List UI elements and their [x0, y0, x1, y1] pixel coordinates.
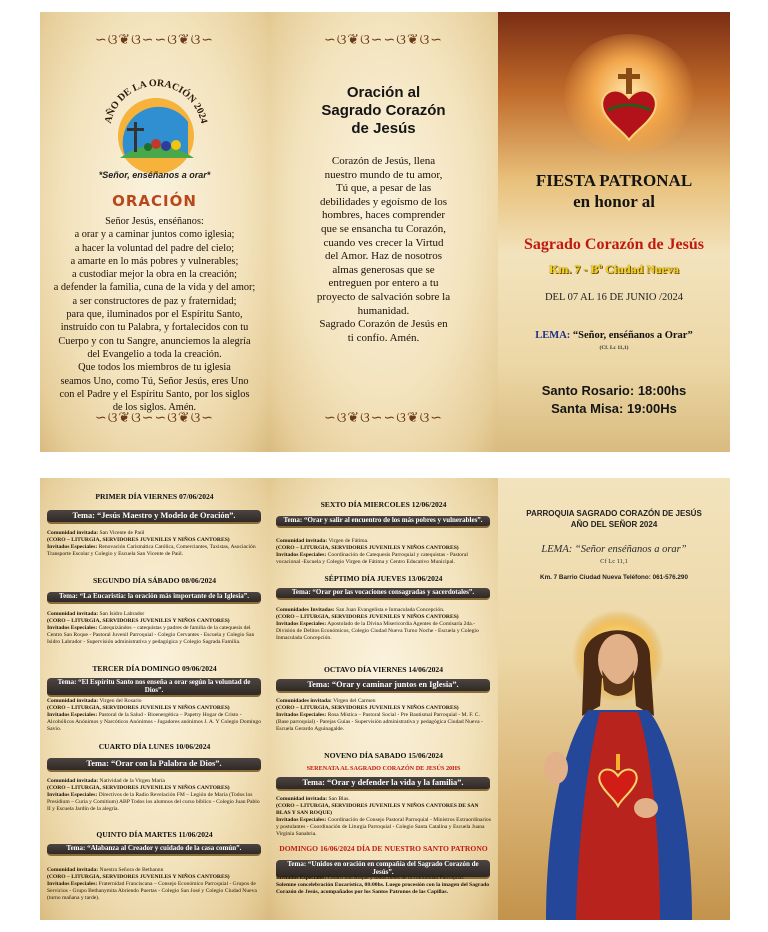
- prayer-panel-left: [40, 12, 269, 452]
- prayer-line: seamos Uno, como Tú, Señor Jesús, eres Uno: [60, 375, 249, 387]
- schedule-day-subtitle: SERENATA AL SAGRADO CORAZÓN DE JESÚS 20HS: [306, 765, 461, 772]
- prayer-line: a orar y a caminar juntos como iglesia;: [74, 229, 235, 241]
- cover-title: [498, 170, 730, 212]
- schedule-detail-label: Invitados Especiales:: [47, 792, 98, 799]
- schedule-detail-line: [47, 881, 263, 902]
- prayer-title: [269, 84, 498, 138]
- parroquia-address: Km. 7 Barrio Ciudad Nueva Teléfono: 061-576.290: [540, 574, 688, 581]
- schedule-detail-line: [276, 545, 492, 552]
- schedule-detail-line: [276, 817, 492, 838]
- schedule-detail-label: Comunidades invitada:: [276, 698, 332, 704]
- prayer-title-line: Sagrado Corazón: [321, 102, 446, 119]
- lema-reference: (Cf. Lc 11,1): [599, 345, 629, 351]
- prayer-line: Que todos los miembros de tu iglesia: [78, 362, 231, 374]
- prayer-line: instruido con tu Palabra, y fortalecidos con tu: [60, 322, 249, 334]
- prayer-text-left: [42, 215, 267, 414]
- schedule-detail-label: Comunidad invitada:: [276, 538, 328, 544]
- schedule-detail-text: Virgen del Carmen: [331, 698, 376, 704]
- schedule-detail-label: Invitados Especiales:: [47, 544, 98, 551]
- schedule-detail-label: Solemne concelebración Eucarística, 08:00hs. Luego procesión con la imagen del Sagrado Corazón de Jesús, acompañados por los Santos Patronos de las Capillas.: [276, 882, 490, 896]
- schedule-detail-label: Invitados Especiales:: [276, 817, 327, 824]
- schedule-day-title: NOVENO DÍA SABADO 15/06/2024: [324, 751, 443, 760]
- schedule-details: [47, 698, 263, 733]
- prayer-line: proyecto de salvación sobre la: [316, 290, 451, 303]
- prayer-line: humanidad.: [357, 304, 410, 317]
- schedule-detail-line: [276, 621, 492, 642]
- schedule-detail-line: [276, 712, 492, 733]
- schedule-detail-text: San Vicente de Paúl: [98, 530, 145, 536]
- prayer-line: Cuerpo y con tu Sangre, anunciemos la alegría: [58, 335, 251, 347]
- prayer-line: Sagrado Corazón de Jesús en: [319, 318, 448, 331]
- cover-title-line: en honor al: [573, 192, 655, 211]
- schedule-day-title: SÉPTIMO DÍA JUEVES 13/06/2024: [324, 574, 443, 583]
- schedule-detail-label: (CORO – LITURGIA, SERVIDORES JUVENILES Y NIÑOS CANTORES): [47, 618, 230, 625]
- prayer-line: de los siglos. Amén.: [112, 402, 197, 414]
- schedule-detail-label: (CORO – LITURGIA, SERVIDORES JUVENILES Y NIÑOS CANTORES): [276, 545, 459, 552]
- back-lema-reference: Cf Lc 11,1: [600, 558, 628, 565]
- schedule-detail-line: [47, 874, 263, 881]
- schedule-details: [276, 698, 492, 733]
- sacred-heart-icon: [594, 64, 664, 144]
- schedule-detail-line: [47, 705, 263, 712]
- prayer-line: a ser constructores de paz y fraternidad;: [72, 295, 237, 307]
- prayer-title-line: Oración al: [346, 84, 421, 101]
- oracion-heading: ORACIÓN: [112, 192, 197, 210]
- schedule-tema-bar: Tema: “Jesús Maestro y Modelo de Oración”.: [47, 510, 261, 524]
- misa-time: Santa Misa: 19:00Hs: [551, 401, 677, 416]
- schedule-detail-label: (CORO – LITURGIA, SERVIDORES JUVENILES Y NIÑOS CANTORES DE SAN BLAS Y SAN ROQUE): [276, 803, 479, 817]
- cover-lema: [498, 330, 730, 341]
- schedule-detail-label: Invitados Especiales:: [276, 552, 327, 559]
- cover-patron: Sagrado Corazón de Jesús: [523, 236, 704, 253]
- schedule-detail-label: Invitados Especiales:: [47, 625, 98, 632]
- back-lema: LEMA: “Señor enséñanos a orar”: [541, 544, 687, 555]
- prayer-line: ti confío. Amén.: [347, 331, 420, 344]
- prayer-line: a amarte en lo más pobres y vulnerables;: [70, 255, 239, 267]
- prayer-line: que se ensancha tu Corazón,: [321, 222, 446, 235]
- schedule-detail-label: (CORO – LITURGIA, SERVIDORES JUVENILES Y NIÑOS CANTORES): [276, 614, 459, 621]
- schedule-panel-middle: [269, 478, 498, 920]
- schedule-day-title: SEXTO DÍA MIERCOLES 12/06/2024: [320, 500, 447, 509]
- schedule-details: [47, 530, 263, 558]
- schedule-detail-line: [276, 882, 492, 896]
- prayer-line: debilidades y egoísmo de los: [319, 195, 448, 208]
- schedule-detail-line: [276, 614, 492, 621]
- schedule-detail-label: (CORO – LITURGIA, SERVIDORES JUVENILES Y NIÑOS CANTORES): [47, 537, 230, 544]
- schedule-detail-label: Comunidad invitada:: [47, 698, 99, 704]
- prayer-line: almas generosas que se: [332, 263, 435, 276]
- schedule-detail-label: Invitados Especiales:: [276, 875, 327, 881]
- schedule-details: [276, 875, 492, 896]
- prayer-line: del Amor. Haz de nosotros: [324, 250, 442, 263]
- prayer-title-line: de Jesús: [351, 120, 416, 137]
- schedule-tema-bar: Tema: “Unidos en oración en compañía del Sagrado Corazón de Jesús”.: [276, 860, 490, 879]
- schedule-detail-line: [276, 552, 492, 566]
- schedule-detail-text: Natividad de la Virgen María: [98, 778, 165, 784]
- schedule-details: [47, 611, 263, 646]
- schedule-tema-bar: Tema: “Orar y defender la vida y la familia”.: [276, 777, 490, 791]
- schedule-detail-label: Comunidades Invitadas:: [276, 607, 335, 613]
- schedule-detail-label: (CORO – LITURGIA, SERVIDORES JUVENILES Y NIÑOS CANTORES): [276, 705, 459, 712]
- schedule-detail-text: Virgen de Fátima.: [327, 538, 369, 544]
- schedule-detail-text: Directivos de la Radio Revelación FM – Legión de María (Todos los Presidium – Curia y Comitium) ABP Todos los alumnos del curso bíblico - Colegio Juan Pablo II y Escuela Jardín de la alegría.: [47, 792, 260, 813]
- schedule-detail-text: Apostolado de la Divina Misericordia Agentes de Comisaría 2da.- División de Delitos Económicos, Colegio Ciudad Nueva Turno Noche - Escuela y Colegio Inmaculada Concepción.: [276, 621, 479, 642]
- schedule-details: [276, 538, 492, 566]
- schedule-detail-label: Invitados Especiales:: [276, 712, 327, 719]
- prayer-line: a hacer la voluntad del padre del cielo;: [74, 242, 235, 254]
- cover-place: Km. 7 - Bº Ciudad Nueva: [549, 262, 679, 276]
- prayer-line: a custodiar mejor la obra en la creación;: [72, 269, 237, 281]
- schedule-detail-text: Fraternidad Franciscana – Consejo Económico Parroquial - Grupos de Servicios - Grupo Bethanymita Abriendo Puertas - Colegio San José y Colegio Ciudad Nueva (turno mañana y tarde).: [47, 881, 257, 902]
- schedule-tema-bar: Tema: “Orar y salir al encuentro de los más pobres y vulnerables”.: [276, 516, 490, 528]
- schedule-detail-line: [276, 705, 492, 712]
- scroll-ornament-icon: ∽ଓ❦ଓ∽∽ଓ❦ଓ∽: [324, 32, 443, 48]
- rosario-time: Santo Rosario: 18:00hs: [541, 383, 687, 398]
- prayer-line: para que, iluminados por el Espíritu Santo,: [66, 309, 243, 321]
- jesus-sacred-heart-image: [526, 598, 706, 920]
- prayer-line: hombres, haces comprender: [321, 209, 446, 222]
- schedule-day-title: OCTAVO DÍA VIERNES 14/06/2024: [323, 665, 444, 674]
- schedule-detail-text: Renovación Carismática Católica, Comerciantes, Taxistas, Asociación Transporte Escolar y Colegio y Escuela San Vicente de Paúl.: [47, 544, 256, 558]
- back-cover-panel: [498, 478, 730, 920]
- cover-panel: [498, 12, 730, 452]
- cover-dates: DEL 07 AL 16 DE JUNIO /2024: [544, 292, 684, 303]
- schedule-detail-text: Centro San Roque y todos fieles de la comunidad Parroquial.: [326, 875, 465, 881]
- schedule-detail-label: Comunidad invitada:: [47, 778, 99, 784]
- schedule-tema-bar: Tema: “El Espíritu Santo nos enseña a orar según la voluntad de Dios”.: [47, 678, 261, 697]
- prayer-line: cuando ves crecer la Virtud: [323, 236, 444, 249]
- schedule-day-title: CUARTO DÍA LUNES 10/06/2024: [98, 742, 211, 751]
- schedule-details: [276, 607, 492, 642]
- schedule-detail-label: Comunidad invitada:: [47, 530, 99, 536]
- logo-arc-text: AÑO DE LA ORACIÓN 2024: [102, 77, 210, 125]
- schedule-detail-label: Comunidad invitada:: [276, 796, 328, 802]
- schedule-detail-line: [276, 803, 492, 817]
- lema-label: LEMA:: [535, 330, 571, 341]
- prayer-line: Corazón de Jesús, llena: [331, 155, 436, 167]
- schedule-detail-label: Invitados Especiales:: [276, 621, 327, 628]
- schedule-tema-bar: Tema: “Orar por las vocaciones consagradas y sacerdotales”.: [276, 588, 490, 600]
- schedule-detail-label: Invitados Especiales:: [47, 712, 98, 719]
- scroll-ornament-icon: ∽ଓ❦ଓ∽∽ଓ❦ଓ∽: [95, 410, 214, 426]
- schedule-day-title: SEGUNDO DÍA SÁBADO 08/06/2024: [93, 576, 216, 585]
- schedule-details: [47, 867, 263, 902]
- prayer-line: a defender la familia, cuna de la vida y del amor;: [53, 282, 256, 294]
- schedule-detail-label: (CORO – LITURGIA, SERVIDORES JUVENILES Y NIÑOS CANTORES): [47, 874, 230, 881]
- schedule-day-title: DOMINGO 16/06/2024 DÍA DE NUESTRO SANTO PATRONO: [279, 844, 488, 853]
- schedule-detail-line: [47, 537, 263, 544]
- schedule-detail-label: Invitados Especiales:: [47, 881, 98, 888]
- parroquia-name: [498, 508, 730, 530]
- scroll-ornament-icon: ∽ଓ❦ଓ∽∽ଓ❦ଓ∽: [324, 410, 443, 426]
- prayer-line: con el Padre y el Espíritu Santo, por los siglos: [59, 388, 250, 400]
- cover-title-line: FIESTA PATRONAL: [535, 171, 693, 190]
- schedule-details: [276, 796, 492, 839]
- schedule-detail-line: [276, 875, 492, 882]
- prayer-line: Tú que, a pesar de las: [335, 182, 432, 195]
- schedule-tema-bar: Tema: “Orar y caminar juntos en Iglesia”.: [276, 679, 490, 693]
- schedule-detail-line: [47, 792, 263, 813]
- schedule-detail-text: Coordinación de Catequesis Parroquial y catequistas - Pastoral vocacional -Escuela y Colegio Virgen de Fátima y Centro Educativo Municipal.: [276, 552, 468, 566]
- schedule-detail-text: San Blas.: [327, 796, 350, 802]
- schedule-tema-bar: Tema: “Alabanza al Creador y cuidado de la casa común”.: [47, 844, 261, 856]
- schedule-details: [47, 778, 263, 813]
- prayer-panel-middle: [269, 12, 498, 452]
- schedule-day-title: PRIMER DÍA VIERNES 07/06/2024: [95, 492, 214, 501]
- schedule-detail-label: (CORO – LITURGIA, SERVIDORES JUVENILES Y NIÑOS CANTORES): [47, 785, 230, 792]
- prayer-line: del Evangelio a toda la creación.: [87, 348, 222, 360]
- schedule-tema-bar: Tema: “La Eucaristía: la oración más importante de la Iglesia”.: [47, 592, 261, 604]
- year-of-prayer-logo: [96, 62, 216, 182]
- schedule-detail-text: Rosa Mística – Pastoral Social - Pre Bautismal Parroquial - M. F. C. (Base parroquial) - Parejas Guías - Supervisión administrativa y pedagógica Ciudad Nueva - Escuela Gerardo Aguinagalde.: [276, 712, 483, 733]
- prayer-line: Señor Jesús, enséñanos:: [105, 216, 204, 227]
- prayer-line: entreguen por entero a tu: [328, 277, 439, 290]
- scroll-ornament-icon: ∽ଓ❦ଓ∽∽ଓ❦ଓ∽: [95, 32, 214, 48]
- schedule-detail-label: Comunidad invitada:: [47, 867, 99, 873]
- schedule-detail-label: (CORO – LITURGIA, SERVIDORES JUVENILES Y NIÑOS CANTORES): [47, 705, 230, 712]
- schedule-detail-text: Pastoral de la Salud - Bioenergética – Papetry Hogar de Cristo - Alcohólicos Anónimos y Narcóticos Anónimos - Jugadores anónimos J. A. Y Colegio Domingo Savio.: [47, 712, 261, 733]
- prayer-text-middle: [295, 155, 472, 345]
- schedule-detail-line: [47, 625, 263, 646]
- schedule-detail-label: Comunidad invitada:: [47, 611, 99, 617]
- schedule-detail-text: Virgen del Rosario: [98, 698, 142, 704]
- logo-tagline: *Señor, enséñanos a orar*: [98, 170, 211, 180]
- schedule-detail-text: Catequizándos – catequistas y padres de familia de la catequesis del Centro San Roque - Pastoral Juvenil Parroquial - Colegio Cervantes - Escuela y Colegio San Isidro Labrador - Supervisión administrativa y pedagógica y Colegio Sagrada Familia.: [47, 625, 255, 646]
- schedule-detail-text: San Isidro Labrador: [98, 611, 145, 617]
- parroquia-line: AÑO DEL SEÑOR 2024: [570, 520, 658, 529]
- schedule-tema-bar: Tema: “Orar con la Palabra de Dios”.: [47, 758, 261, 772]
- schedule-day-title: TERCER DÍA DOMINGO 09/06/2024: [92, 664, 217, 673]
- schedule-panel-left: [40, 478, 269, 920]
- schedule-detail-text: San Juan Evangelista e Inmaculada Concepción.: [334, 607, 445, 613]
- parroquia-line: PARROQUIA SAGRADO CORAZÓN DE JESÚS: [526, 509, 702, 518]
- lema-text: “Señor, enséñanos a Orar”: [572, 330, 693, 341]
- schedule-detail-line: [47, 712, 263, 733]
- prayer-line: nuestro mundo de tu amor,: [324, 168, 443, 181]
- schedule-detail-text: Coordinación de Consejo Pastoral Parroquial - Ministros Extraordinarios y postulantes - Coordinación de Liturgia Parroquial - Colegio Santa Catalina y Escuela Juana Virginia Sanabria.: [276, 817, 491, 838]
- schedule-day-title: QUINTO DÍA MARTES 11/06/2024: [96, 830, 213, 839]
- schedule-detail-text: Nuestra Señora de Bethannn: [98, 867, 164, 873]
- schedule-detail-line: [47, 544, 263, 558]
